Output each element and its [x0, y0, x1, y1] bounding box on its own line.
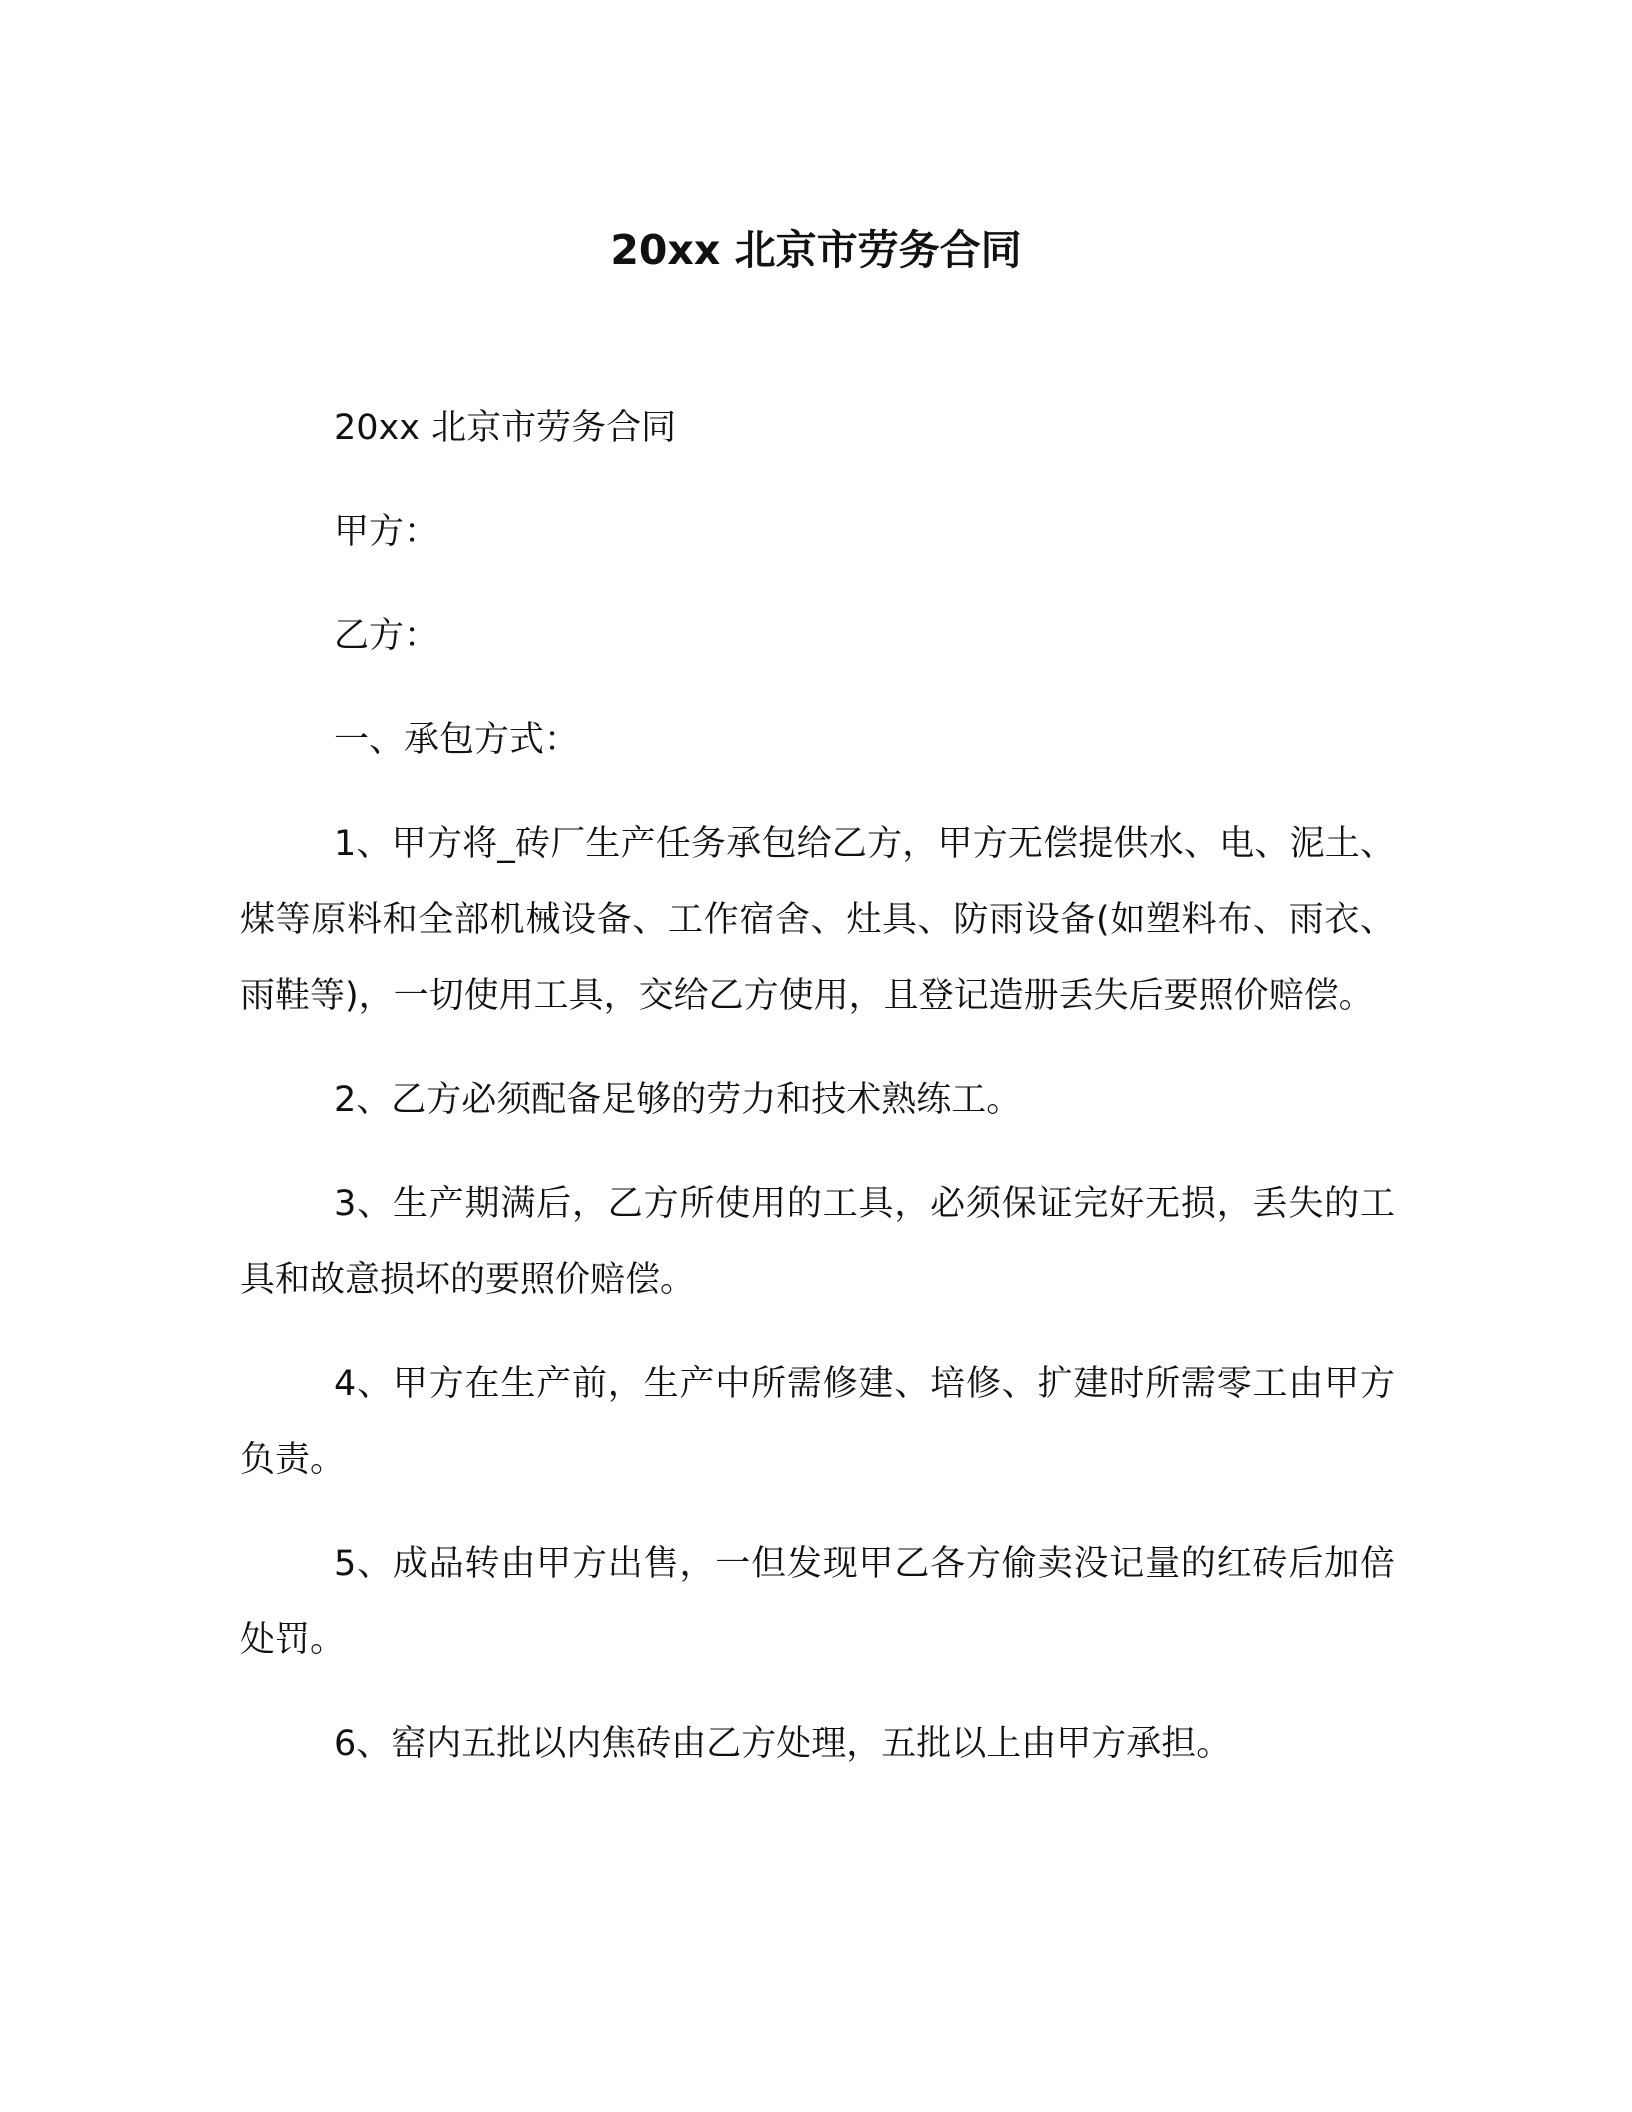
paragraph-clause-5: 5、成品转由甲方出售，一但发现甲乙各方偷卖没记量的红砖后加倍处罚。 — [240, 1544, 1395, 1660]
paragraph-clause-6: 6、窑内五批以内焦砖由乙方处理，五批以上由甲方承担。 — [334, 1724, 1232, 1764]
paragraph-party-b: 乙方： — [334, 616, 440, 656]
document-body — [240, 390, 1395, 1810]
paragraph-party-a: 甲方： — [334, 512, 440, 552]
paragraph-heading: 20xx 北京市劳务合同 — [334, 408, 677, 448]
paragraph-clause-2: 2、乙方必须配备足够的劳力和技术熟练工。 — [334, 1080, 1022, 1120]
paragraph-clause-1: 1、甲方将_砖厂生产任务承包给乙方，甲方无偿提供水、电、泥土、煤等原料和全部机械设备、工作宿舍、灶具、防雨设备(如塑料布、雨衣、雨鞋等)，一切使用工具，交给乙方使用，且登记造册丢失后要照价赔偿。 — [240, 824, 1395, 1016]
paragraph-clause-3: 3、生产期满后，乙方所使用的工具，必须保证完好无损，丢失的工具和故意损坏的要照价赔偿。 — [240, 1184, 1395, 1300]
paragraph-clause-4: 4、甲方在生产前，生产中所需修建、培修、扩建时所需零工由甲方负责。 — [240, 1364, 1395, 1480]
document-title: 20xx 北京市劳务合同 — [610, 226, 1022, 274]
paragraph-section-1: 一、承包方式： — [334, 720, 580, 760]
